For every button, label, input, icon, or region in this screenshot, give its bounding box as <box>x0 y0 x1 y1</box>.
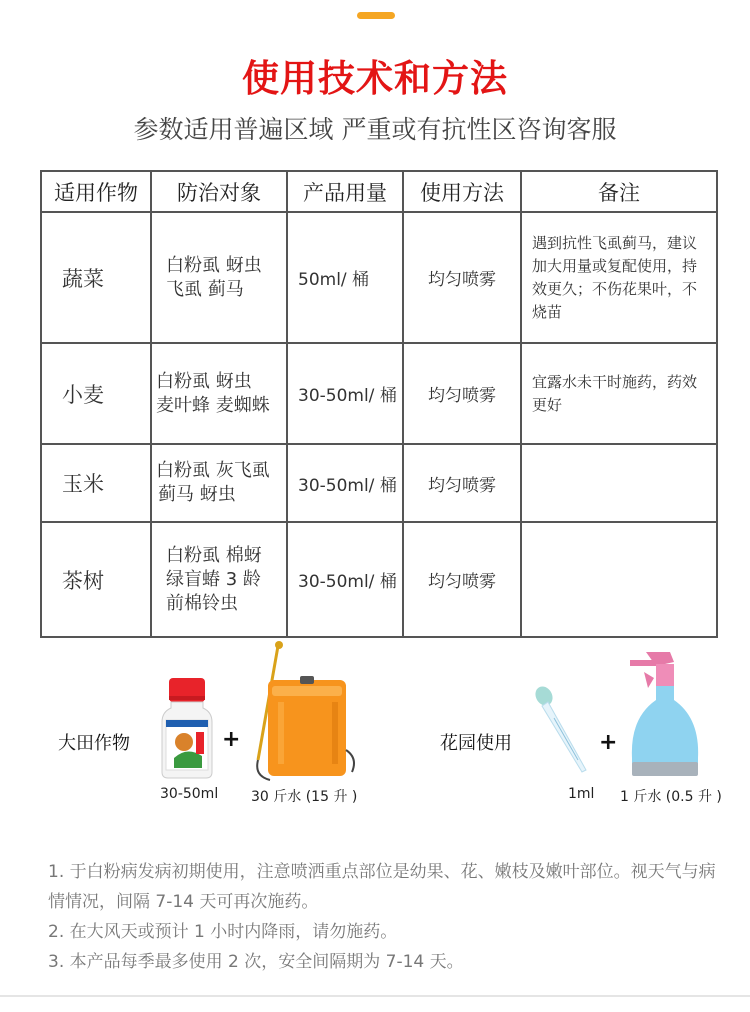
crop-cell: 茶树 <box>41 522 151 637</box>
target-line: 白粉虱 蚜虫 <box>156 370 252 392</box>
dropper-icon <box>532 684 594 776</box>
target-line: 前棉铃虫 <box>166 592 238 614</box>
crop-cell: 蔬菜 <box>41 212 151 343</box>
crop-cell: 玉米 <box>41 444 151 522</box>
target-line: 白粉虱 蚜虫 <box>166 254 262 276</box>
target-cell <box>151 444 287 522</box>
method-cell: 均匀喷雾 <box>403 444 521 522</box>
target-line: 蓟马 蚜虫 <box>158 484 236 505</box>
dose-cell: 30-50ml/ 桶 <box>287 343 403 444</box>
target-line: 飞虱 蓟马 <box>166 278 244 300</box>
dose-cell: 30-50ml/ 桶 <box>287 522 403 637</box>
note-cell: 宜露水未干时施药，药效更好 <box>521 343 717 444</box>
page-title: 使用技术和方法 <box>242 57 508 100</box>
page-subtitle: 参数适用普遍区域 严重或有抗性区咨询客服 <box>133 115 617 144</box>
spray-bottle-icon <box>626 648 702 780</box>
garden-water-caption: 1 斤水 (0.5 升 ) <box>620 789 722 805</box>
garden-product-caption: 1ml <box>568 786 595 802</box>
method-cell: 均匀喷雾 <box>403 522 521 637</box>
table-row <box>41 343 717 444</box>
target-cell <box>151 343 287 444</box>
bottom-divider <box>0 995 750 997</box>
header-target: 防治对象 <box>151 171 287 212</box>
target-line: 绿盲蝽 3 龄 <box>166 568 261 590</box>
target-cell <box>151 522 287 637</box>
field-water-caption: 30 斤水 (15 升 ) <box>251 789 358 805</box>
table-row <box>41 444 717 522</box>
usage-notes <box>48 857 728 977</box>
table-header-row <box>41 171 717 212</box>
target-line: 麦叶蜂 麦蜘蛛 <box>156 394 270 416</box>
header-note: 备注 <box>521 171 717 212</box>
plus-sign: + <box>599 730 618 755</box>
note-cell: 遇到抗性飞虱蓟马，建议加大用量或复配使用，持效更久；不伤花果叶，不烧苗 <box>521 212 717 343</box>
usage-table <box>40 170 718 638</box>
method-cell: 均匀喷雾 <box>403 343 521 444</box>
dose-cell: 50ml/ 桶 <box>287 212 403 343</box>
header-dose: 产品用量 <box>287 171 403 212</box>
garden-label: 花园使用 <box>440 733 512 754</box>
table-row <box>41 212 717 343</box>
note-item: 3. 本产品每季最多使用 2 次，安全间隔期为 7-14 天。 <box>48 952 464 972</box>
field-product-caption: 30-50ml <box>160 786 219 802</box>
pesticide-bottle-icon <box>160 676 214 780</box>
field-crops-label: 大田作物 <box>58 733 130 754</box>
plus-sign: + <box>222 727 241 752</box>
header-crop: 适用作物 <box>41 171 151 212</box>
method-cell: 均匀喷雾 <box>403 212 521 343</box>
note-item: 2. 在大风天或预计 1 小时内降雨，请勿施药。 <box>48 922 398 942</box>
header-method: 使用方法 <box>403 171 521 212</box>
target-line: 白粉虱 棉蚜 <box>166 544 262 566</box>
backpack-sprayer-icon <box>248 640 360 786</box>
target-line: 白粉虱 灰飞虱 <box>156 460 270 481</box>
note-item: 1. 于白粉病发病初期使用，注意喷洒重点部位是幼果、花、嫩枝及嫩叶部位。视天气与病情情况，间隔 7-14 天可再次施药。 <box>48 862 716 912</box>
dose-cell: 30-50ml/ 桶 <box>287 444 403 522</box>
target-cell <box>151 212 287 343</box>
top-accent-bar <box>357 12 395 19</box>
crop-cell: 小麦 <box>41 343 151 444</box>
table-row <box>41 522 717 637</box>
note-cell <box>521 444 717 522</box>
note-cell <box>521 522 717 637</box>
